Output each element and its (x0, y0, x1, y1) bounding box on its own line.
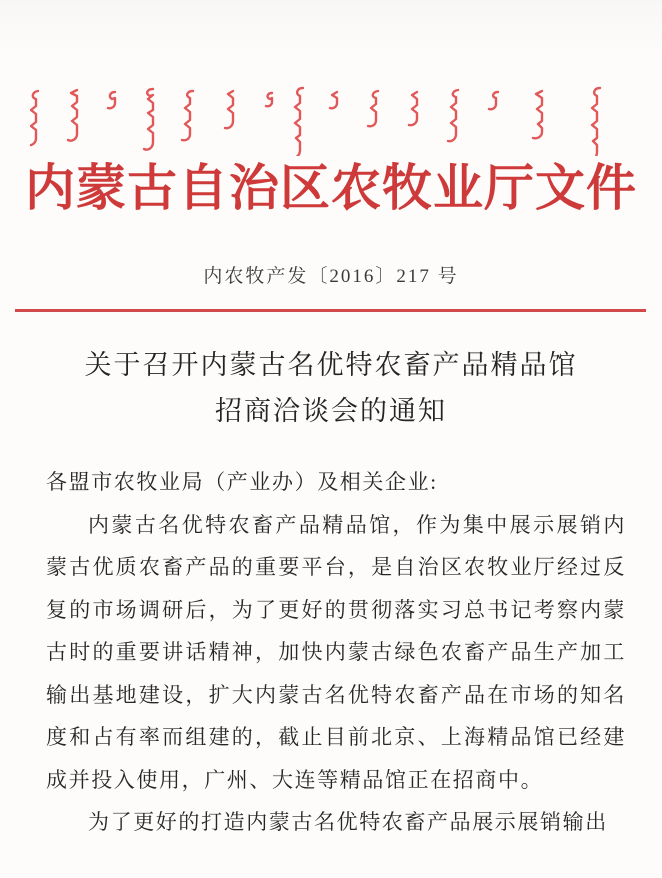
document-title-line1: 关于召开内蒙古名优特农畜产品精品馆 (84, 350, 578, 380)
mongolian-script-header (30, 86, 632, 156)
salutation: 各盟市农牧业局（产业办）及相关企业: (46, 470, 438, 494)
paragraph-1: 内蒙古名优特农畜产品精品馆，作为集中展示展销内蒙古优质农畜产品的重要平台，是自治区农牧业厅经过反复的市场调研后，为了更好的贯彻落实习总书记考察内蒙古时的重要讲话精神，加快内蒙古绿色农畜产品生产加工输出基地建设，扩大内蒙古名优特农畜产品在市场的知名度和占有率而组建的，截止目前北京、上海精品馆已经建成并投入使用，广州、大连等精品馆正在招商中。 (46, 512, 626, 792)
issuing-authority-title: 内蒙古自治区农牧业厅文件 (25, 160, 637, 216)
paragraph-2: 为了更好的打造内蒙古名优特农畜产品展示展销输出 (88, 810, 608, 834)
red-divider-line (15, 309, 646, 312)
document-title-line2: 招商洽谈会的通知 (215, 396, 447, 426)
document-body (46, 461, 626, 844)
document-number: 内农牧产发〔2016〕217 号 (203, 266, 459, 287)
document-title (0, 342, 662, 434)
mongolian-script-icon (30, 86, 632, 156)
